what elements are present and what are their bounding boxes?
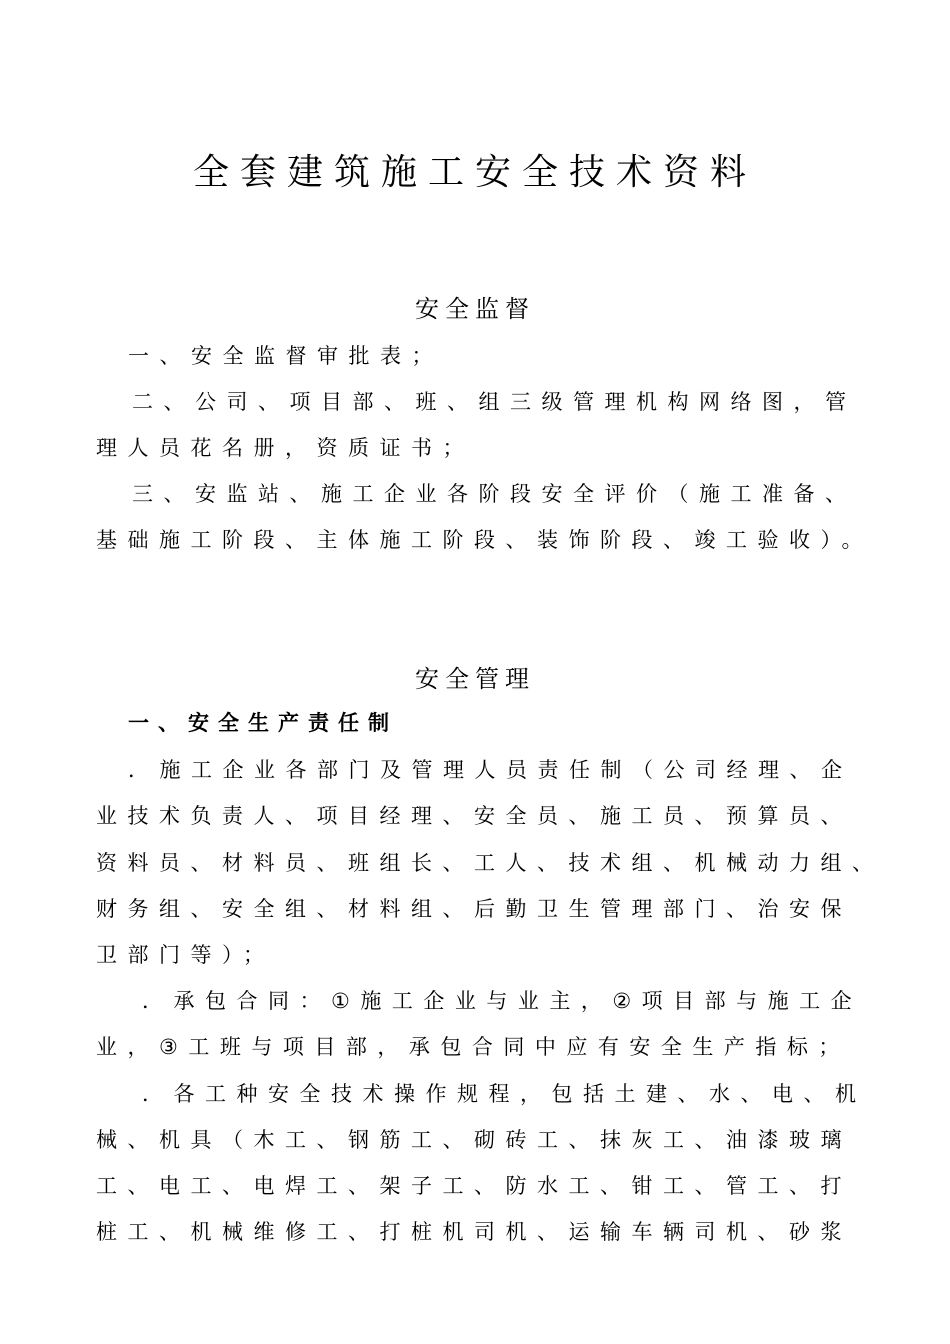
paragraph-line: 一、安全监督审批表； — [128, 344, 443, 368]
paragraph-line: 卫部门等）； — [96, 943, 275, 967]
paragraph-line: 三、安监站、施工企业各阶段安全评价（施工准备、 — [132, 482, 857, 506]
paragraph-line: 基础施工阶段、主体施工阶段、装饰阶段、竣工验收）。 — [96, 528, 873, 552]
subsection-heading: 一、安全生产责任制 — [128, 711, 398, 735]
section-heading-management: 安全管理 — [415, 665, 535, 693]
paragraph-line: 二、公司、项目部、班、组三级管理机构网络图，管 — [132, 390, 857, 414]
paragraph-line: ．施工企业各部门及管理人员责任制（公司经理、企 — [128, 758, 853, 782]
paragraph-line: 桩工、机械维修工、打桩机司机、运输车辆司机、砂浆 — [96, 1220, 852, 1244]
section-heading-supervision: 安全监督 — [415, 295, 535, 323]
paragraph-line: 业技术负责人、项目经理、安全员、施工员、预算员、 — [96, 804, 852, 828]
paragraph-line: ．承包合同：①施工企业与业主，②项目部与施工企 — [142, 989, 863, 1013]
document-title: 全套建筑施工安全技术资料 — [192, 152, 757, 193]
paragraph-line: 业，③工班与项目部，承包合同中应有安全生产指标； — [96, 1035, 850, 1059]
paragraph-line: 工、电工、电焊工、架子工、防水工、钳工、管工、打 — [96, 1174, 852, 1198]
paragraph-line: ．各工种安全技术操作规程，包括土建、水、电、机 — [142, 1082, 867, 1106]
paragraph-line: 理人员花名册，资质证书； — [96, 436, 474, 460]
paragraph-line: 财务组、安全组、材料组、后勤卫生管理部门、治安保 — [96, 897, 852, 921]
paragraph-line: 械、机具（木工、钢筋工、砌砖工、抹灰工、油漆玻璃 — [96, 1128, 852, 1152]
paragraph-line: 资料员、材料员、班组长、工人、技术组、机械动力组、 — [96, 851, 884, 875]
